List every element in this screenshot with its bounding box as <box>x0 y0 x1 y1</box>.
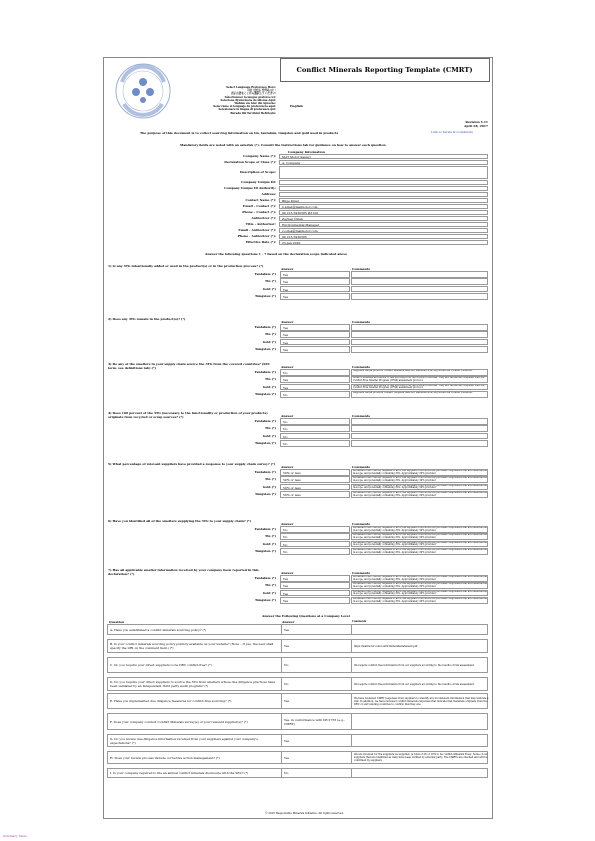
question-col-header: Question <box>109 619 125 624</box>
company-answer-dropdown[interactable]: No <box>281 678 351 690</box>
comment-field[interactable]: We issued CMRT survey requests to all of the suppliers from whom we purchase components that are identified as in-scope, and potentially containing 3TG. Approximately 30% provided <box>353 476 487 482</box>
metal-row <box>180 476 488 483</box>
answer-dropdown[interactable]: No <box>280 548 350 555</box>
comment-field[interactable] <box>351 433 488 440</box>
comment-field[interactable]: We issued CMRT survey requests to all of the suppliers from whom we purchase components that are identified as in-scope, and potentially containing 3TG. Approximately 30% provided <box>353 540 487 547</box>
metal-label: Tantalum (*) <box>254 576 276 580</box>
metal-label: Tin (*) <box>264 279 276 284</box>
company-level-heading: Answer the Following Questions at a Company Level <box>262 614 350 618</box>
comment-field[interactable]: We issued CMRT survey requests to all of the suppliers from whom we purchase components that are identified as in-scope, and potentially containing 3TG. Approximately 30% provided <box>353 548 487 554</box>
field-label: Phone - Authorizer (*): <box>237 234 276 238</box>
company-level-row <box>107 677 488 691</box>
company-answer-dropdown[interactable]: Yes <box>281 694 351 708</box>
comment-field[interactable] <box>351 324 488 331</box>
company-question: B. Is your conflict minerals sourcing policy publicly available on your website? (Note – If yes, the user shall specify the URL in the comment field.) (*) <box>110 642 274 650</box>
comments-col-header: Comments <box>352 414 370 418</box>
company-field-row <box>176 180 488 185</box>
comments-col-header: Comments <box>352 267 370 271</box>
field-label: Phone – Contact (*): <box>242 210 276 214</box>
comments-col-header: Comments <box>352 571 370 575</box>
metal-label: Tantalum (*) <box>254 370 276 374</box>
company-comment-field[interactable] <box>351 625 489 634</box>
metal-row <box>180 597 488 604</box>
answer-dropdown[interactable]: No <box>280 433 350 440</box>
lang-label: Seleccione el lenguaje de preferencia aqui: <box>213 105 276 109</box>
field-label: Address: <box>261 192 276 196</box>
question-text: 7) Has all applicable smelter information received by your company been reported in this declaration? (*) <box>108 568 259 576</box>
answer-dropdown[interactable]: No <box>280 418 350 425</box>
company-info-heading: Company Information <box>288 150 325 154</box>
metal-row <box>180 286 488 293</box>
company-answer-dropdown[interactable]: Yes <box>281 640 351 652</box>
question-text: 3) Do any of the smelters in your supply chain source the 3TG from the covered countries? (SEC term, see definitions tab) (*) <box>108 362 271 370</box>
comment-field[interactable]: We issued CMRT survey requests to all of the suppliers from whom we purchase components that are identified as in-scope, and potentially containing 3TG. Approximately 30% provided <box>353 491 487 497</box>
lang-label: Selecione Preferência de idioma Aqui: <box>220 98 276 102</box>
lang-label: Sélectionner la langue préférée ici: <box>224 95 276 99</box>
company-question: D. Do you require your direct suppliers to source the 3TG from smelters whose due diligence practices have been validated by an independent third party audit program? (*) <box>110 680 276 688</box>
metal-label: Gold (*) <box>262 541 276 546</box>
answer-dropdown[interactable]: No <box>280 425 350 432</box>
comment-field[interactable]: Some of smelters are known to use sourcing from the covered countries. They are verified as compliant with the Conflict-Free Smelter Program (CFSP) assessment protocol. <box>351 376 488 383</box>
metal-label: Tantalum (*) <box>254 527 276 531</box>
metal-label: Gold (*) <box>262 590 276 595</box>
answer-dropdown[interactable]: Yes <box>280 575 350 582</box>
metal-label: Tungsten (*) <box>254 598 276 603</box>
lang-label: 表示言語をここから選択してください: <box>230 92 276 96</box>
answer-dropdown[interactable]: Yes <box>280 271 350 278</box>
company-field-row <box>176 216 488 221</box>
answer-dropdown[interactable]: No <box>280 541 350 548</box>
comment-field[interactable]: We issued CMRT survey requests to all of the suppliers from whom we purchase components that are identified as in-scope, and potentially containing 3TG. Approximately 30% provided <box>353 589 487 596</box>
company-answer-dropdown[interactable]: No <box>281 769 351 777</box>
metal-row <box>180 339 488 346</box>
comments-col-header: Comments <box>352 465 370 469</box>
metal-label: Tantalum (*) <box>254 470 276 474</box>
field-input[interactable] <box>279 180 488 185</box>
company-field-row <box>176 222 488 227</box>
field-input[interactable]: 90 216 5930585 #3120 <box>279 210 488 215</box>
mandatory-note: Mandatory fields are noted with an asterisk (*). Consult the instructions tab for guidance on how to answer each question. <box>180 143 387 147</box>
language-select[interactable]: English <box>290 104 303 108</box>
metal-row <box>180 575 488 582</box>
comment-field[interactable] <box>351 278 488 285</box>
comment-field[interactable]: We issued CMRT survey requests to all of the suppliers from whom we purchase components that are identified as in-scope, and potentially containing 3TG. Approximately 30% provided <box>353 582 487 588</box>
field-input[interactable]: 90 216 5930585 <box>279 234 488 239</box>
metal-label: Gold (*) <box>262 433 276 438</box>
answer-dropdown[interactable]: 50% or less <box>280 476 350 483</box>
answer-col-header: Answer <box>281 320 294 324</box>
field-input[interactable] <box>279 166 488 179</box>
company-comment-field[interactable] <box>351 769 489 777</box>
metal-row <box>180 391 488 398</box>
question-text: 5) What percentage of relevant suppliers have provided a response to your supply chain survey? (*) <box>108 462 276 466</box>
field-input[interactable]: z.oztek@matmotor.com <box>279 228 488 233</box>
field-input[interactable]: 23-Jan-2020 <box>279 240 488 245</box>
company-field-row <box>176 192 488 197</box>
metal-row <box>180 590 488 597</box>
comment-field[interactable]: Some of smelters are known to use sourcing from the covered countries. They are verified as compliant with the Conflict-Free Smelter Program (CFSP) assessment protocol. <box>351 384 488 391</box>
field-label: Company Unique ID Authority: <box>224 186 276 190</box>
page-title: Conflict Minerals Reporting Template (CMRT) <box>296 66 473 74</box>
company-field-row <box>176 228 488 233</box>
metal-row <box>180 369 488 376</box>
revision: Revision 5.11 <box>465 120 488 124</box>
metal-label: Gold (*) <box>262 286 276 291</box>
lang-label: 사용 언어를 선택하시오 : <box>247 89 276 93</box>
instruction-text: Answer the following questions 1 - 7 based on the declaration scope indicated above <box>205 252 348 256</box>
comments-col-header: Comments <box>352 620 367 623</box>
company-comment-field[interactable]: We require conflict-free information from our suppliers according to the results of risk assessment. <box>351 658 489 672</box>
metal-row <box>180 346 488 353</box>
company-level-row <box>107 734 488 747</box>
answer-dropdown[interactable]: Yes <box>280 384 350 391</box>
field-label: Description of Scope: <box>239 170 276 174</box>
metal-row <box>180 440 488 447</box>
comment-field[interactable] <box>351 293 488 300</box>
metal-label: Gold (*) <box>262 384 276 389</box>
field-label: Company Unique ID: <box>241 180 276 184</box>
metal-label: Gold (*) <box>262 484 276 489</box>
metal-label: Tin (*) <box>264 377 276 382</box>
lang-label: Select Language Preference Here: <box>226 86 276 89</box>
answer-dropdown[interactable]: Yes <box>280 324 350 331</box>
metal-label: Tungsten (*) <box>254 392 276 397</box>
company-answer-dropdown[interactable]: Yes <box>281 625 351 634</box>
answer-col-header: Answer <box>281 414 294 418</box>
answer-dropdown[interactable]: Yes <box>280 293 350 300</box>
metal-row <box>180 533 488 540</box>
company-comment-field[interactable]: We have reviewed CMRT responses from suppliers to identify any inconsistent information that may indicate a risk. In addition, we have reviewed conflict-minerals responses that indicate that materials originate from the DRC or surrounding countries to confirm that they are. <box>351 694 489 708</box>
company-level-row <box>107 751 488 764</box>
metal-row <box>180 433 488 440</box>
question-text: 6) Have you identified all of the smelters supplying the 3TG to your supply chain? (*) <box>108 519 252 523</box>
comment-field[interactable]: We issued CMRT survey requests to all of the suppliers from whom we purchase components that are identified as in-scope, and potentially containing 3TG. Approximately 30% provided <box>353 575 487 581</box>
field-label: Title - Authorizer: <box>245 222 276 226</box>
metal-label: Tantalum (*) <box>254 272 276 276</box>
answer-col-header: Answer <box>281 522 294 526</box>
company-comment-field[interactable]: We require conflict-free information from our suppliers according to the results of risk assessment. <box>351 678 489 690</box>
answer-dropdown[interactable]: No <box>280 526 350 533</box>
answer-dropdown[interactable]: No <box>280 391 350 398</box>
company-question: F. Does your company conduct Conflict Minerals survey(s) of your relevant supplier(s)? (*) <box>110 719 248 724</box>
metal-label: Tungsten (*) <box>254 294 276 299</box>
metal-row <box>180 376 488 383</box>
company-comment-field[interactable]: https://matmotor.com/conflictmineralsstatement.pdf <box>351 640 489 652</box>
metal-label: Tantalum (*) <box>254 419 276 423</box>
answer-dropdown[interactable]: Yes <box>280 339 350 346</box>
metal-label: Tungsten (*) <box>254 441 276 446</box>
answer-dropdown[interactable]: No <box>280 440 350 447</box>
company-field-row <box>176 160 488 165</box>
field-input[interactable]: MAT Motor Sanayi <box>279 154 488 159</box>
field-label: Contact Name (*): <box>245 198 276 202</box>
field-input[interactable]: Environmental Manager <box>279 222 488 227</box>
metal-row <box>180 484 488 491</box>
company-field-row <box>176 234 488 239</box>
language-labels <box>196 86 276 115</box>
answer-dropdown[interactable]: Yes <box>280 376 350 383</box>
metal-row <box>180 548 488 555</box>
comment-field[interactable]: We issued CMRT survey requests to all of the suppliers from whom we purchase components that are identified as in-scope, and potentially containing 3TG. Approximately 30% provided <box>353 483 487 490</box>
revision-info <box>440 121 488 128</box>
comments-col-header: Comments <box>352 320 370 324</box>
company-answer-dropdown[interactable]: Yes, in conformance with IPC1755 (e.g., CMRT) <box>281 714 351 729</box>
answer-dropdown[interactable]: Yes <box>280 597 350 604</box>
answer-col-header: Answer <box>281 365 294 369</box>
lang-label: Burada Dil Tercihini Belirleyin: <box>230 111 276 115</box>
company-answer-dropdown[interactable]: Yes <box>281 735 351 746</box>
comment-field[interactable] <box>351 331 488 338</box>
footer-copyright: © 2016 Responsible Minerals Initiative. All rights reserved. <box>265 812 344 815</box>
answer-dropdown[interactable]: 50% or less <box>280 469 350 476</box>
answer-col-header: Answer <box>281 465 294 469</box>
company-comment-field[interactable] <box>351 714 489 729</box>
metal-row <box>180 278 488 285</box>
metal-row <box>180 293 488 300</box>
company-answer-dropdown[interactable]: Yes <box>281 752 351 763</box>
metal-row <box>180 384 488 391</box>
company-field-row <box>176 166 488 179</box>
summary-tab-label[interactable]: Summary Table <box>3 834 27 838</box>
company-field-row <box>176 154 488 159</box>
comment-field[interactable]: Suppliers whose products contain Tungsten have not identified sourcing within the covered countries. <box>351 391 488 398</box>
company-question: C. Do you require your direct suppliers to be DRC conflict-free? (*) <box>110 663 212 667</box>
metal-label: Tin (*) <box>264 534 276 539</box>
metal-label: Gold (*) <box>262 339 276 344</box>
answer-col-header: Answer <box>281 571 294 575</box>
company-level-row <box>107 713 488 730</box>
answer-dropdown[interactable]: Yes <box>280 582 350 589</box>
comment-field[interactable] <box>351 346 488 353</box>
answer-dropdown[interactable]: No <box>280 533 350 540</box>
metal-row <box>180 418 488 425</box>
answer-dropdown[interactable]: Yes <box>280 590 350 597</box>
question-text: 2) Does any 3TG remain in the product(s)? (*) <box>108 317 186 321</box>
metal-label: Tungsten (*) <box>254 549 276 554</box>
answer-dropdown[interactable]: 50% or less <box>280 484 350 491</box>
metal-label: Tungsten (*) <box>254 347 276 352</box>
field-input[interactable]: A. Company <box>279 160 488 165</box>
comment-field[interactable] <box>351 425 488 432</box>
company-level-row <box>107 624 488 635</box>
comment-field[interactable] <box>351 271 488 278</box>
rmi-logo <box>112 60 174 122</box>
answer-col-header: Answer <box>282 619 295 624</box>
terms-link[interactable]: Link to Terms & Conditions <box>431 130 473 134</box>
field-input[interactable]: b.kinet@matmotor.com <box>279 204 488 209</box>
company-question: A. Have you established a conflict minerals sourcing policy? (*) <box>110 627 207 632</box>
company-comment-field[interactable] <box>351 735 489 746</box>
comment-field[interactable] <box>351 339 488 346</box>
field-label: Email – Contact (*): <box>243 204 276 208</box>
company-question: H. Does your review process include corrective action management? (*) <box>110 755 220 760</box>
comment-field[interactable]: We issued CMRT survey requests to all of the suppliers from whom we purchase components that are identified as in-scope, and potentially containing 3TG. Approximately 30% provided <box>353 526 487 532</box>
company-answer-dropdown[interactable]: No <box>281 658 351 672</box>
lang-label: Wählen sie hier die Sprache: <box>234 102 276 106</box>
metal-row <box>180 469 488 476</box>
field-label: Authorizer (*): <box>251 216 276 220</box>
metal-label: Tungsten (*) <box>254 492 276 497</box>
metal-row <box>180 324 488 331</box>
company-level-row <box>107 657 488 673</box>
metal-label: Tantalum (*) <box>254 325 276 329</box>
metal-row <box>180 331 488 338</box>
metal-row <box>180 271 488 278</box>
company-question: G. Do you review due diligence information received from your suppliers against your company's expectations? (*) <box>110 736 258 745</box>
answer-dropdown[interactable]: Yes <box>280 346 350 353</box>
metal-row <box>180 425 488 432</box>
comment-field[interactable]: We issued CMRT survey requests to all of the suppliers from whom we purchase components that are identified as in-scope, and potentially containing 3TG. Approximately 30% provided <box>353 533 487 539</box>
comment-field[interactable]: We issued CMRT survey requests to all of the suppliers from whom we purchase components that are identified as in-scope, and potentially containing 3TG. Approximately 30% provided <box>353 597 487 603</box>
comment-field[interactable] <box>351 440 488 447</box>
lang-label: Selezionare la lingua di preferenza qui: <box>218 108 276 112</box>
comment-field[interactable]: Suppliers whose products contain Tantalum have not identified sourcing within the covered countries. <box>351 369 488 376</box>
metal-row <box>180 491 488 498</box>
company-field-row <box>176 186 488 191</box>
field-label: Effective Date (*): <box>245 240 276 244</box>
company-field-row <box>176 198 488 203</box>
company-field-row <box>176 240 488 245</box>
company-question: I. Is your company required to file an annual conflict minerals disclosure with the SEC? (*) <box>110 771 249 775</box>
comments-col-header: Comments <box>352 365 370 369</box>
comment-field[interactable] <box>351 286 488 293</box>
metal-label: Tin (*) <box>264 477 276 482</box>
answer-col-header: Answer <box>281 267 294 271</box>
field-label: Email - Authorizer (*): <box>238 228 276 232</box>
company-level-row <box>107 768 488 778</box>
purpose-text: The purpose of this document is to collect sourcing information on tin, tantalum, tungsten and gold used in products <box>140 131 339 135</box>
company-comment-field[interactable]: We are involved for the suppliers we supplied, (a total of 26 or 10% to be conflict-Minerals Free). Some of our suppliers that are identified as risky have been verified by external party. The CMRTs are checked and will be confirmed by suppliers. <box>351 752 489 763</box>
company-field-row <box>176 210 488 215</box>
field-input[interactable] <box>279 192 488 197</box>
metal-label: Tin (*) <box>264 332 276 337</box>
field-label: Company Name (*): <box>243 154 276 158</box>
comment-field[interactable] <box>351 418 488 425</box>
question-text: 1) Is any 3TG intentionally added or used in the product(s) or in the production process? (*) <box>108 264 264 268</box>
field-input[interactable]: Zeynep Öztek <box>279 216 488 221</box>
comments-col-header: Comments <box>352 522 370 526</box>
answer-dropdown[interactable]: Yes <box>280 331 350 338</box>
company-level-row <box>107 639 488 653</box>
metal-row <box>180 582 488 589</box>
field-input[interactable]: Bilge Kinet <box>279 198 488 203</box>
company-level-row <box>107 693 488 709</box>
company-question: E. Have you implemented due diligence measures for conflict-free sourcing? (*) <box>110 699 232 703</box>
comment-field[interactable]: We issued CMRT survey requests to all of the suppliers from whom we purchase components that are identified as in-scope, and potentially containing 3TG. Approximately 30% provided <box>353 469 487 475</box>
answer-dropdown[interactable]: No <box>280 369 350 376</box>
metal-row <box>180 541 488 548</box>
metal-row <box>180 526 488 533</box>
question-text: 4) Does 100 percent of the 3TG (necessary to the functionality or production of your products) originate from recycled or scrap sources? (*) <box>108 411 268 419</box>
answer-dropdown[interactable]: Yes <box>280 286 350 293</box>
field-input[interactable] <box>279 186 488 191</box>
field-label: Declaration Scope or Class (*): <box>224 160 276 164</box>
answer-dropdown[interactable]: Yes <box>280 278 350 285</box>
company-field-row <box>176 204 488 209</box>
metal-label: Tin (*) <box>264 583 276 588</box>
metal-label: Tin (*) <box>264 426 276 431</box>
answer-dropdown[interactable]: 50% or less <box>280 491 350 498</box>
revision-date: April 28, 2017 <box>464 123 488 128</box>
